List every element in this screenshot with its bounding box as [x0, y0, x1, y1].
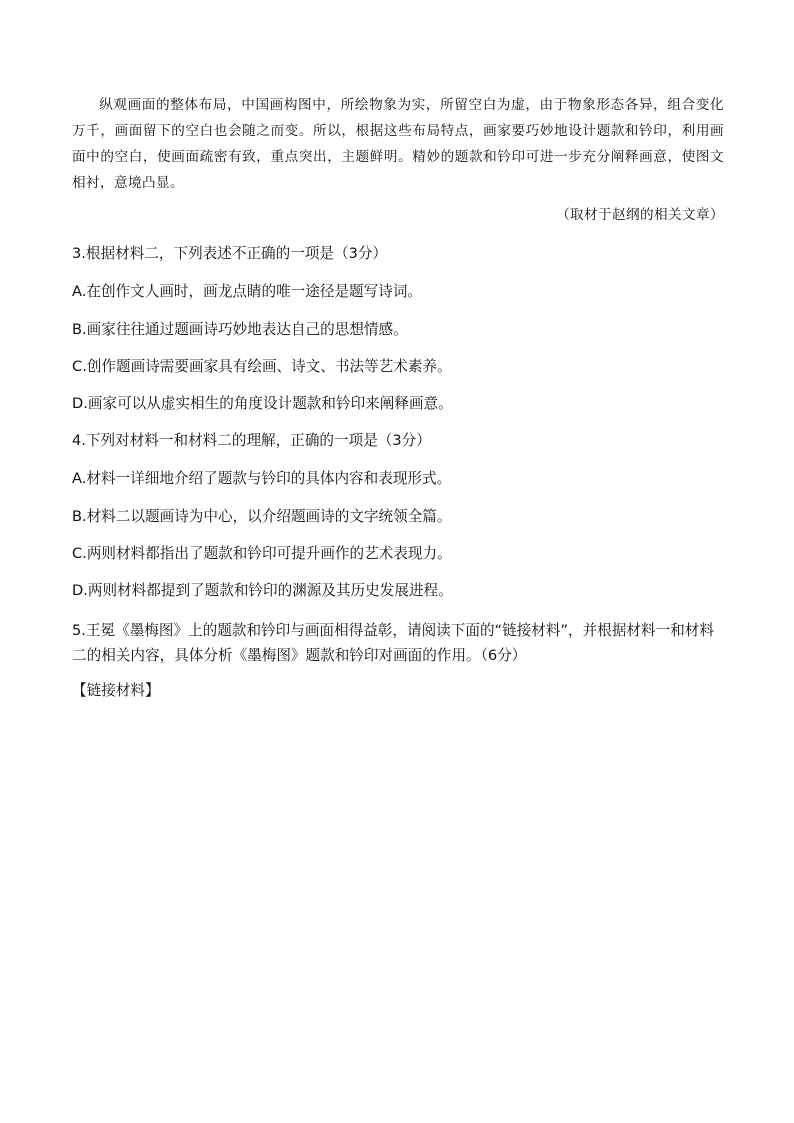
question-3-option-d: D.画家可以从虚实相生的角度设计题款和钤印来阐释画意。 — [72, 395, 453, 412]
question-3-option-c: C.创作题画诗需要画家具有绘画、诗文、书法等艺术素养。 — [72, 358, 452, 375]
question-4-option-c: C.两则材料都指出了题款和钤印可提升画作的艺术表现力。 — [72, 545, 452, 562]
question-4-option-a: A.材料一详细地介绍了题款与钤印的具体内容和表现形式。 — [72, 470, 452, 487]
question-4-option-d: D.两则材料都提到了题款和钤印的渊源及其历史发展进程。 — [72, 582, 453, 599]
passage-source: （取材于赵纲的相关文章） — [556, 207, 724, 223]
question-4-stem: 4.下列对材料一和材料二的理解，正确的一项是（3分） — [72, 432, 431, 449]
question-5-stem: 5.王冕《墨梅图》上的题款和钤印与画面相得益彰，请阅读下面的“链接材料”，并根据材料一和材料二的相关内容，具体分析《墨梅图》题款和钤印对画面的作用。（6分） — [72, 622, 714, 664]
link-material-heading: 【链接材料】 — [72, 682, 160, 699]
question-3-stem: 3.根据材料二，下列表述不正确的一项是（3分） — [72, 245, 388, 262]
passage-paragraph: 纵观画面的整体布局，中国画构图中，所绘物象为实，所留空白为虚，由于物象形态各异，组合变化万千，画面留下的空白也会随之而变。所以，根据这些布局特点，画家要巧妙地设计题款和钤印，利用画面中的空白，使画面疏密有致，重点突出，主题鲜明。精妙的题款和钤印可进一步充分阐释画意，使图文相衬，意境凸显。 — [72, 97, 724, 191]
question-3-option-a: A.在创作文人画时，画龙点睛的唯一途径是题写诗词。 — [72, 283, 423, 300]
question-4-option-b: B.材料二以题画诗为中心，以介绍题画诗的文字统领全篇。 — [72, 508, 452, 525]
question-3-option-b: B.画家往往通过题画诗巧妙地表达自己的思想情感。 — [72, 321, 408, 338]
